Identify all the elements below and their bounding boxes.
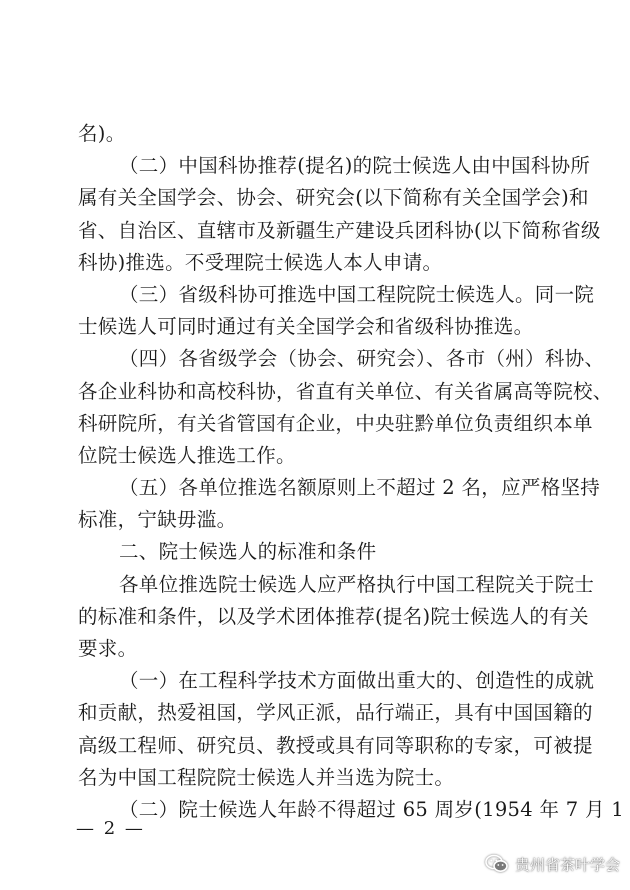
page-number: — 2 — bbox=[76, 818, 145, 839]
watermark bbox=[485, 850, 620, 878]
text-line: 科研院所，有关省管国有企业，中央驻黔单位负责组织本单 bbox=[78, 411, 593, 435]
section-heading: 二、院士候选人的标准和条件 bbox=[119, 540, 377, 564]
text-line: （四）各省级学会（协会、研究会）、各市（州）科协、 bbox=[119, 347, 605, 371]
text-line: 高级工程师、研究员、教授或具有同等职称的专家，可被提 bbox=[78, 733, 593, 757]
text-line: 各企业科协和高校科协，省直有关单位、有关省属高等院校、 bbox=[78, 379, 613, 403]
body-text bbox=[78, 118, 624, 826]
watermark-text: 贵州省茶叶学会 bbox=[514, 855, 620, 874]
text-line: （一）在工程科学技术方面做出重大的、创造性的成就 bbox=[119, 669, 595, 693]
text-line: （二）中国科协推荐(提名)的院士候选人由中国科协所 bbox=[119, 154, 591, 178]
text-line: 属有关全国学会、协会、研究会(以下简称有关全国学会)和 bbox=[78, 186, 589, 210]
text-line: 和贡献，热爱祖国，学风正派，品行端正，具有中国国籍的 bbox=[78, 701, 593, 725]
text-line: （五）各单位推选名额原则上不超过 2 名，应严格坚持 bbox=[119, 476, 601, 500]
text-line: （二）院士候选人年龄不得超过 65 周岁(1954 年 7 月 1 bbox=[119, 797, 624, 821]
text-line: 的标准和条件，以及学术团体推荐(提名)院士候选人的有关 bbox=[78, 604, 589, 628]
text-line: 标准，宁缺毋滥。 bbox=[78, 508, 237, 532]
text-line: （三）省级科协可推选中国工程院院士候选人。同一院 bbox=[119, 282, 595, 306]
text-line: 各单位推选院士候选人应严格执行中国工程院关于院士 bbox=[119, 572, 595, 596]
text-line: 科协)推选。不受理院士候选人本人申请。 bbox=[78, 250, 443, 274]
text-line: 名)。 bbox=[78, 122, 126, 145]
text-line: 位院士候选人推选工作。 bbox=[78, 443, 296, 467]
text-line: 要求。 bbox=[78, 637, 138, 660]
wechat-icon bbox=[485, 854, 509, 874]
text-line: 士候选人可同时通过有关全国学会和省级科协推选。 bbox=[78, 315, 534, 339]
text-line: 名为中国工程院院士候选人并当选为院士。 bbox=[78, 765, 455, 789]
text-line: 省、自治区、直辖市及新疆生产建设兵团科协(以下简称省级 bbox=[78, 218, 601, 242]
